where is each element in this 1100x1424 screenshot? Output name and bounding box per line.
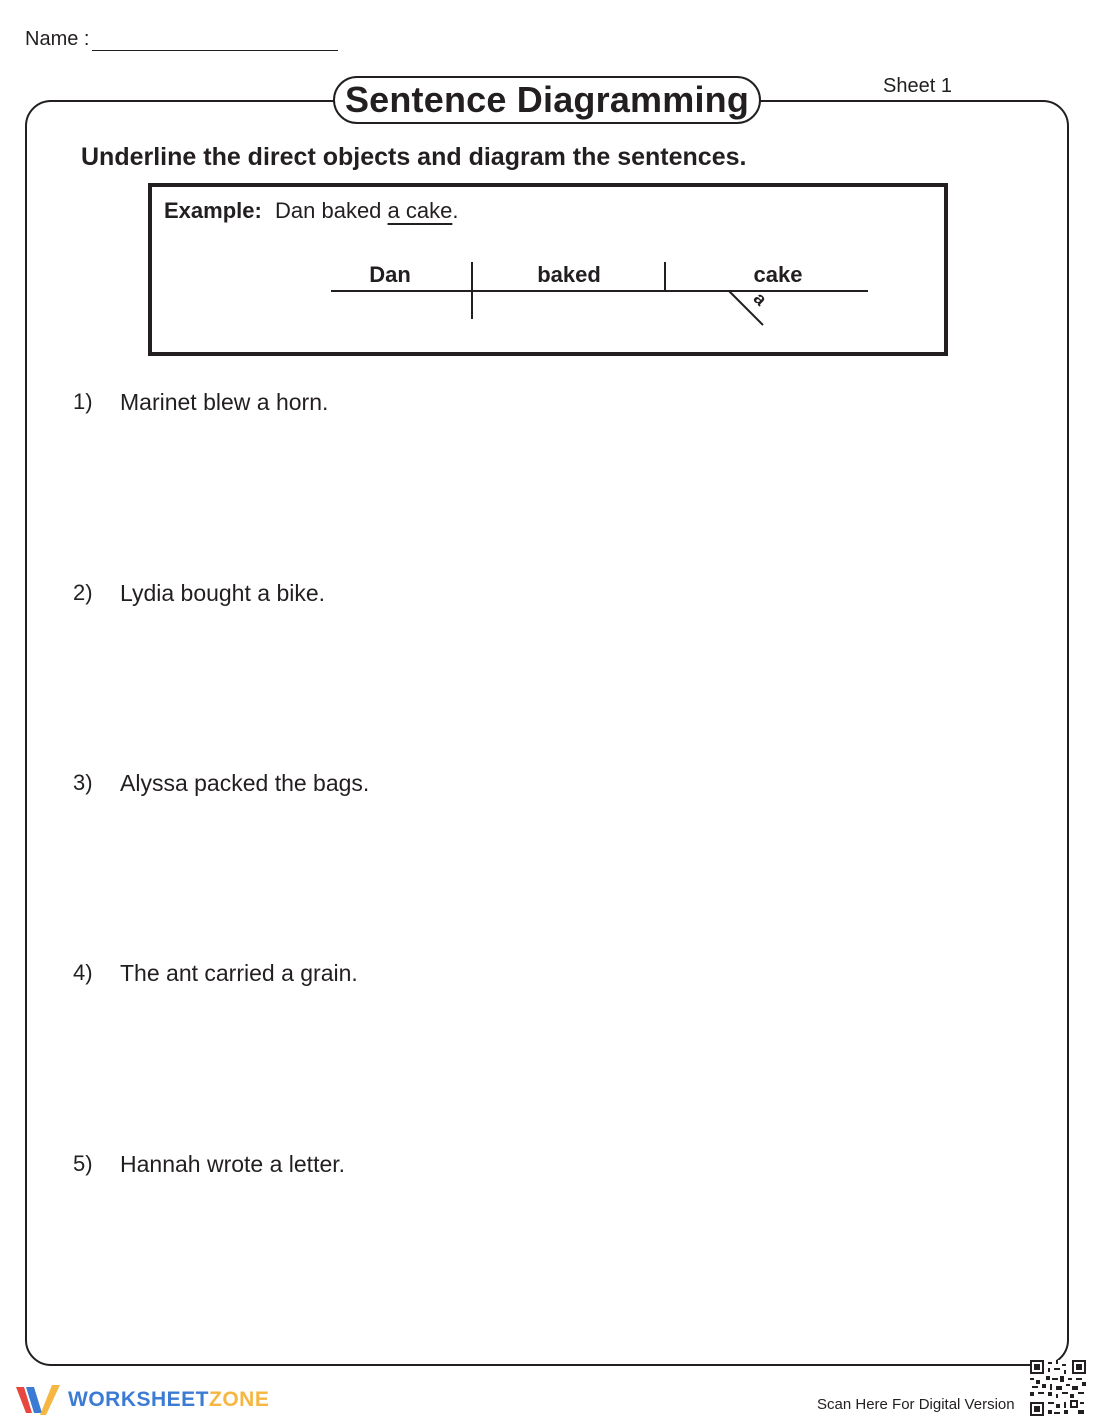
- name-field-line[interactable]: [92, 50, 338, 51]
- example-direct-object: a cake: [387, 198, 453, 223]
- worksheetzone-logo-icon: [14, 1383, 62, 1417]
- question-number: 1): [73, 389, 93, 414]
- brand-logo-group: [14, 1383, 269, 1417]
- question-sentence: Marinet blew a horn.: [120, 389, 329, 415]
- example-sentence-start: Dan baked: [275, 198, 382, 223]
- sheet-label: Sheet 1: [883, 75, 952, 97]
- question-sentence: The ant carried a grain.: [120, 960, 358, 986]
- question-number: 3): [73, 770, 93, 795]
- scan-text: Scan Here For Digital Version: [817, 1396, 1015, 1413]
- example-label: Example:: [164, 198, 262, 223]
- question-sentence: Hannah wrote a letter.: [120, 1151, 346, 1177]
- brand-name: [68, 1388, 269, 1412]
- name-label: Name :: [25, 28, 90, 50]
- example-diagram: [320, 255, 880, 335]
- question-number: 4): [73, 960, 93, 985]
- diagram-subject: Dan: [369, 262, 411, 287]
- brand-name-part1: WORKSHEET: [68, 1388, 209, 1411]
- question-sentence: Lydia bought a bike.: [120, 580, 326, 606]
- question-number: 2): [73, 580, 93, 605]
- page-title: Sentence Diagramming: [344, 79, 750, 120]
- title-pill: [333, 76, 761, 124]
- instructions: Underline the direct objects and diagram the sentences.: [81, 143, 747, 171]
- brand-name-part2: ZONE: [209, 1388, 270, 1411]
- question-number: 5): [73, 1151, 93, 1176]
- diagram-object: cake: [753, 262, 803, 287]
- diagram-modifier: a: [749, 288, 771, 310]
- question-sentence: Alyssa packed the bags.: [120, 770, 370, 796]
- qr-code-icon[interactable]: [1030, 1360, 1086, 1416]
- diagram-verb: baked: [537, 262, 601, 287]
- example-sentence: [275, 198, 459, 224]
- example-sentence-end: .: [452, 198, 459, 223]
